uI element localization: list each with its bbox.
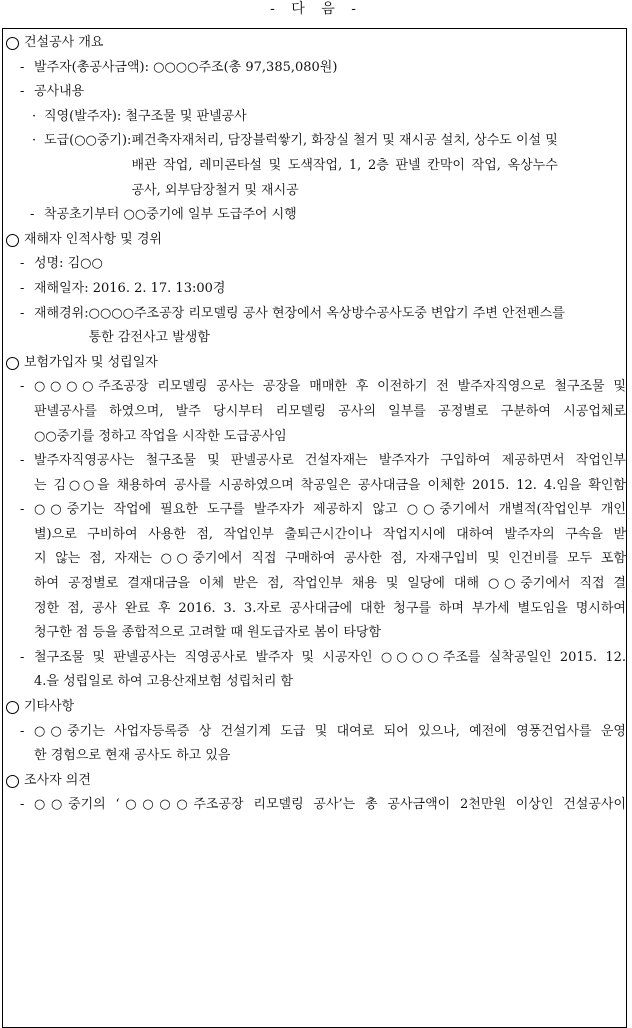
sub-item: · 직영(발주자): 철구조물 및 판넬공사 bbox=[32, 108, 247, 124]
sub-item: - 착공초기부터 ○○중기에 일부 도급주어 시행 bbox=[30, 207, 297, 223]
page-heading: - 다 음 - bbox=[270, 1, 362, 17]
paragraph: - ○○○○주조공장 리모델링 공사는 공장을 매매한 후 이전하기 전 발주자직영으로 철구조물 및 판넬공사를 하였으며, 발주 당시부터 리모델링 공사의 일부를 공정별로 구분하여 시공업체로 ○○중기를 정하고 작업을 시작한 도급공사임 bbox=[20, 379, 626, 444]
list-item: - 발주자(총공사금액): ○○○○주조(총 97,385,080원) bbox=[20, 59, 338, 75]
section-title: 조사자 의견 bbox=[6, 769, 626, 794]
paragraph: - ○○중기는 작업에 필요한 도구를 발주자가 제공하지 않고 ○○중기에서 개별적(작업인부 개인 별)으로 구비하여 사용한 점, 작업인부 출퇴근시간이나 작업지시에 대하여 발주자의 구속을 받 지 않는 점, 자재는 ○○중기에서 직접 구매하여 공사한 점, 자재구입비 및 인건비를 모두 포함 하여 공정별로 결재대금을 이체 받은 점, 작업인부 채용 및 일당에 대해 ○○중기에서 직접 결 정한 점, 공사 완료 후 2016. 3. 3.자로 공사대금에 대한 청구를 하며 부가세 별도임을 명시하여 청구한 점 등을 종합적으로 고려할 때 원도급자로 봄이 타당함 bbox=[20, 502, 626, 641]
section-title: 재해자 인적사항 및 경위 bbox=[6, 228, 626, 253]
section-title: 기타사항 bbox=[6, 695, 626, 720]
paragraph: - 철구조물 및 판넬공사는 직영공사로 발주자 및 시공자인 ○○○○주조를 실착공일인 2015. 12. 4.을 성립일로 하여 고용산재보험 성립처리 함 bbox=[20, 649, 626, 690]
section-title: 건설공사 개요 bbox=[6, 31, 626, 56]
list-item: - 재해일자: 2016. 2. 17. 13:00경 bbox=[20, 280, 226, 296]
paragraph: - ○○중기는 사업자등록증 상 건설기계 도급 및 대여로 되어 있으나, 예전에 영풍건업사를 운영 한 경험으로 현재 공사도 하고 있음 bbox=[20, 723, 626, 764]
list-item: - 재해경위: ○○○○주조공장 리모델링 공사 현장에서 옥상방수공사도중 변압기 주변 안전펜스를 통한 감전사고 발생함 bbox=[20, 305, 565, 346]
document-body bbox=[6, 31, 626, 818]
list-item: - 성명: 김○○ bbox=[20, 256, 103, 272]
sub-item: · 도급(○○중기): 폐건축자재처리, 담장블럭쌓기, 화장실 철거 및 재시공 설치, 상수도 이설 및 배관 작업, 레미콘타설 및 도색작업, 1, 2층 판넬 칸막이 작업, 옥상누수 공사, 외부담장철거 및 재시공 bbox=[32, 133, 558, 198]
list-item: - 공사내용 bbox=[20, 84, 85, 100]
paragraph: - ○○중기의 ‘○○○○주조공장 리모델링 공사’는 총 공사금액이 2천만원 이상인 건설공사이 bbox=[20, 797, 626, 813]
section-title: 보험가입자 및 성립일자 bbox=[6, 351, 626, 376]
paragraph: - 발주자직영공사는 철구조물 및 판넬공사로 건설자재는 발주자가 구입하여 제공하면서 작업인부 는 김○○을 채용하여 공사를 시공하였으며 착공일은 공사대금을 이체한 2015. 12. 4.임을 확인함 bbox=[20, 453, 626, 493]
